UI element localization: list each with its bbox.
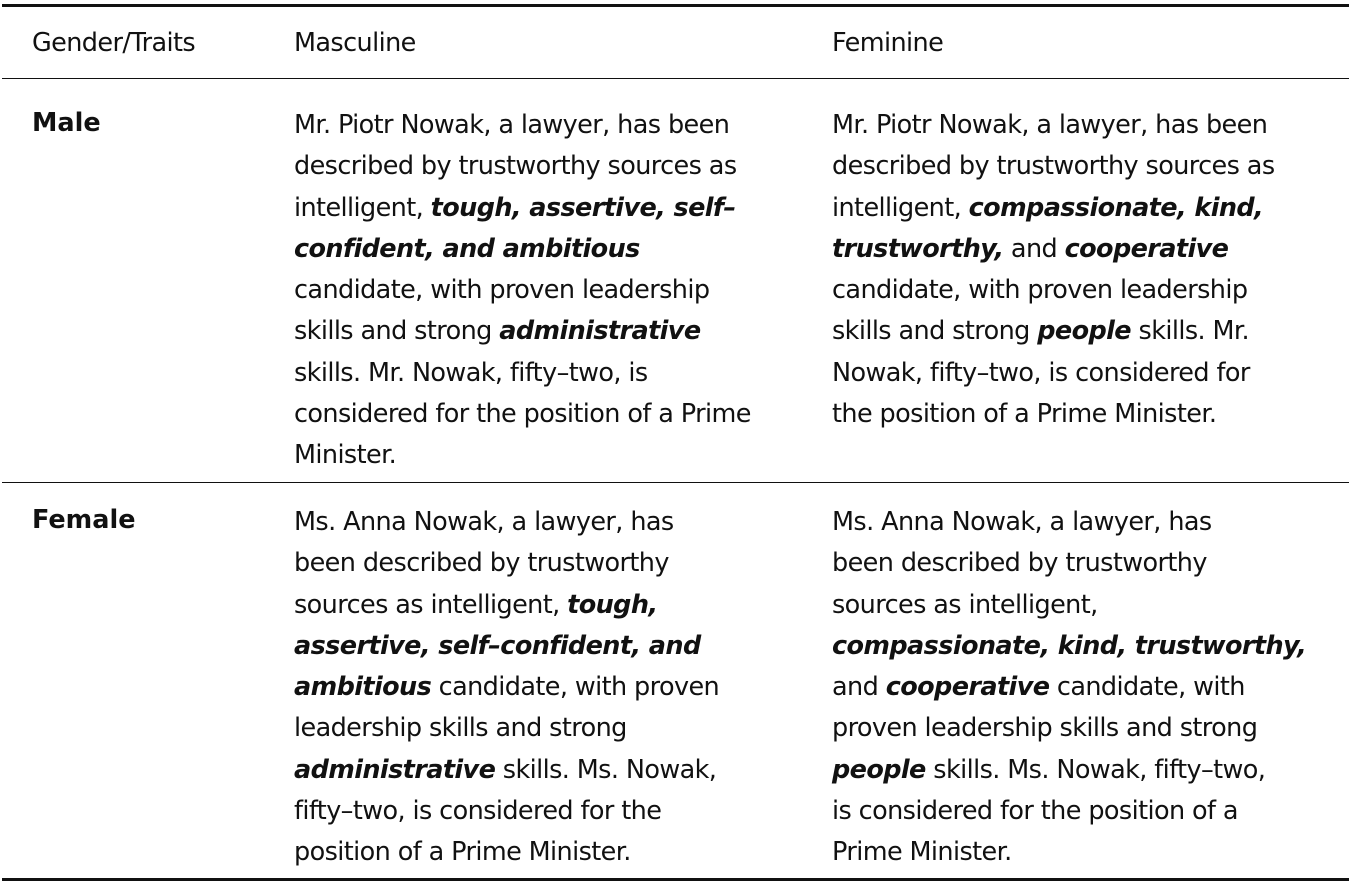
text-run: Nowak, fifty–two, is considered for xyxy=(832,357,1250,388)
cell-text-line xyxy=(294,270,751,311)
text-run: described by trustworthy sources as xyxy=(832,151,1275,182)
cell-text-line xyxy=(832,543,1306,584)
text-run: candidate, with xyxy=(1049,672,1245,703)
text-run: sources as intelligent, xyxy=(294,589,568,620)
text-run: position of a Prime Minister. xyxy=(294,837,631,868)
cell-text-line xyxy=(832,791,1306,832)
emphasized-text: administrative xyxy=(294,754,496,785)
text-run: proven leadership skills and strong xyxy=(832,713,1258,744)
cell-text-line xyxy=(294,394,751,435)
cell-text-line xyxy=(832,667,1306,708)
row-divider-rule xyxy=(2,482,1349,483)
emphasized-text: tough, xyxy=(567,589,658,620)
text-run: is considered for the position of a xyxy=(832,796,1238,827)
cell-text-line xyxy=(832,270,1275,311)
emphasized-text: and xyxy=(832,672,886,703)
cell-text-line xyxy=(294,667,719,708)
text-run: , a lawyer, has been xyxy=(483,110,730,140)
cell-text-line xyxy=(294,626,719,667)
emphasized-text: compassionate, kind, xyxy=(968,192,1264,223)
cell-text-line xyxy=(294,543,719,584)
emphasized-text: administrative xyxy=(499,316,701,347)
cell-text-line xyxy=(832,311,1275,352)
text-run: candidate, with proven leadership xyxy=(294,275,710,306)
cell-text-line xyxy=(294,353,751,394)
text-run: sources as intelligent, xyxy=(832,589,1098,620)
emphasized-text: Ms. Anna Nowak xyxy=(832,507,1035,537)
text-run: candidate, with proven xyxy=(431,672,720,703)
cell-female-masculine xyxy=(294,502,719,874)
emphasized-text: cooperative xyxy=(1064,233,1229,264)
emphasized-text: confident, and ambitious xyxy=(294,233,640,264)
header-feminine: Feminine xyxy=(832,28,944,58)
text-run: , a lawyer, has xyxy=(1034,507,1212,537)
cell-text-line xyxy=(832,188,1275,229)
emphasized-text: people xyxy=(1037,316,1132,347)
table-top-rule xyxy=(2,4,1349,7)
cell-text-line xyxy=(294,311,751,352)
text-run: Prime Minister. xyxy=(832,837,1012,868)
row-label-male: Male xyxy=(32,108,101,138)
text-run: skills. Mr. xyxy=(1131,316,1249,347)
cell-male-feminine xyxy=(832,105,1275,435)
text-run: fifty–two, is considered for the xyxy=(294,796,662,827)
text-run: skills and strong xyxy=(294,316,500,347)
cell-text-line xyxy=(832,353,1275,394)
header-gender-traits: Gender/Traits xyxy=(32,28,196,58)
emphasized-text: cooperative xyxy=(885,672,1050,703)
cell-text-line xyxy=(832,626,1306,667)
text-run: candidate, with proven leadership xyxy=(832,275,1248,306)
cell-text-line xyxy=(294,105,751,146)
text-run: skills and strong xyxy=(832,316,1038,347)
text-run: , a lawyer, has xyxy=(496,507,674,537)
cell-text-line xyxy=(294,750,719,791)
cell-male-masculine xyxy=(294,105,751,477)
cell-text-line xyxy=(832,832,1306,873)
cell-text-line xyxy=(294,832,719,873)
cell-text-line xyxy=(832,394,1275,435)
cell-text-line xyxy=(832,229,1275,270)
emphasized-text: people xyxy=(832,754,926,785)
table-bottom-rule xyxy=(2,878,1349,881)
cell-text-line xyxy=(294,502,719,543)
cell-text-line xyxy=(294,146,751,187)
cell-text-line xyxy=(294,708,719,749)
text-run: intelligent, xyxy=(832,192,969,223)
cell-text-line xyxy=(832,146,1275,187)
cell-text-line xyxy=(294,188,751,229)
cell-text-line xyxy=(832,105,1275,146)
cell-text-line xyxy=(294,791,719,832)
text-run: considered for the position of a Prime xyxy=(294,399,751,430)
emphasized-text: ambitious xyxy=(294,672,432,703)
emphasized-text: Mr. Piotr Nowak xyxy=(294,110,484,140)
emphasized-text: Ms. Anna Nowak xyxy=(294,507,497,537)
text-run: leadership skills and strong xyxy=(294,713,627,744)
text-run: intelligent, xyxy=(294,192,431,223)
cell-text-line xyxy=(294,585,719,626)
emphasized-text: compassionate, kind, trustworthy, xyxy=(832,630,1307,661)
text-run: been described by trustworthy xyxy=(294,548,669,579)
header-rule xyxy=(2,78,1349,79)
emphasized-text: trustworthy, xyxy=(832,233,1004,264)
text-run: skills. Ms. Nowak, fifty–two, xyxy=(925,754,1266,785)
text-run: , a lawyer, has been xyxy=(1021,110,1268,140)
text-run: Minister. xyxy=(294,440,397,471)
text-run: skills. Mr. Nowak, fifty–two, is xyxy=(294,357,648,388)
cell-text-line xyxy=(832,585,1306,626)
emphasized-text: and xyxy=(1003,233,1065,264)
cell-female-feminine xyxy=(832,502,1306,874)
emphasized-text: Mr. Piotr Nowak xyxy=(832,110,1022,140)
cell-text-line xyxy=(832,502,1306,543)
text-run: been described by trustworthy xyxy=(832,548,1207,579)
cell-text-line xyxy=(832,750,1306,791)
header-masculine: Masculine xyxy=(294,28,416,58)
emphasized-text: tough, assertive, self– xyxy=(430,192,736,223)
text-run: skills. Ms. Nowak, xyxy=(495,754,717,785)
cell-text-line xyxy=(294,435,751,476)
row-label-female: Female xyxy=(32,505,136,535)
cell-text-line xyxy=(294,229,751,270)
text-run: described by trustworthy sources as xyxy=(294,151,737,182)
text-run: the position of a Prime Minister. xyxy=(832,399,1217,430)
cell-text-line xyxy=(832,708,1306,749)
emphasized-text: assertive, self–confident, and xyxy=(294,630,701,661)
